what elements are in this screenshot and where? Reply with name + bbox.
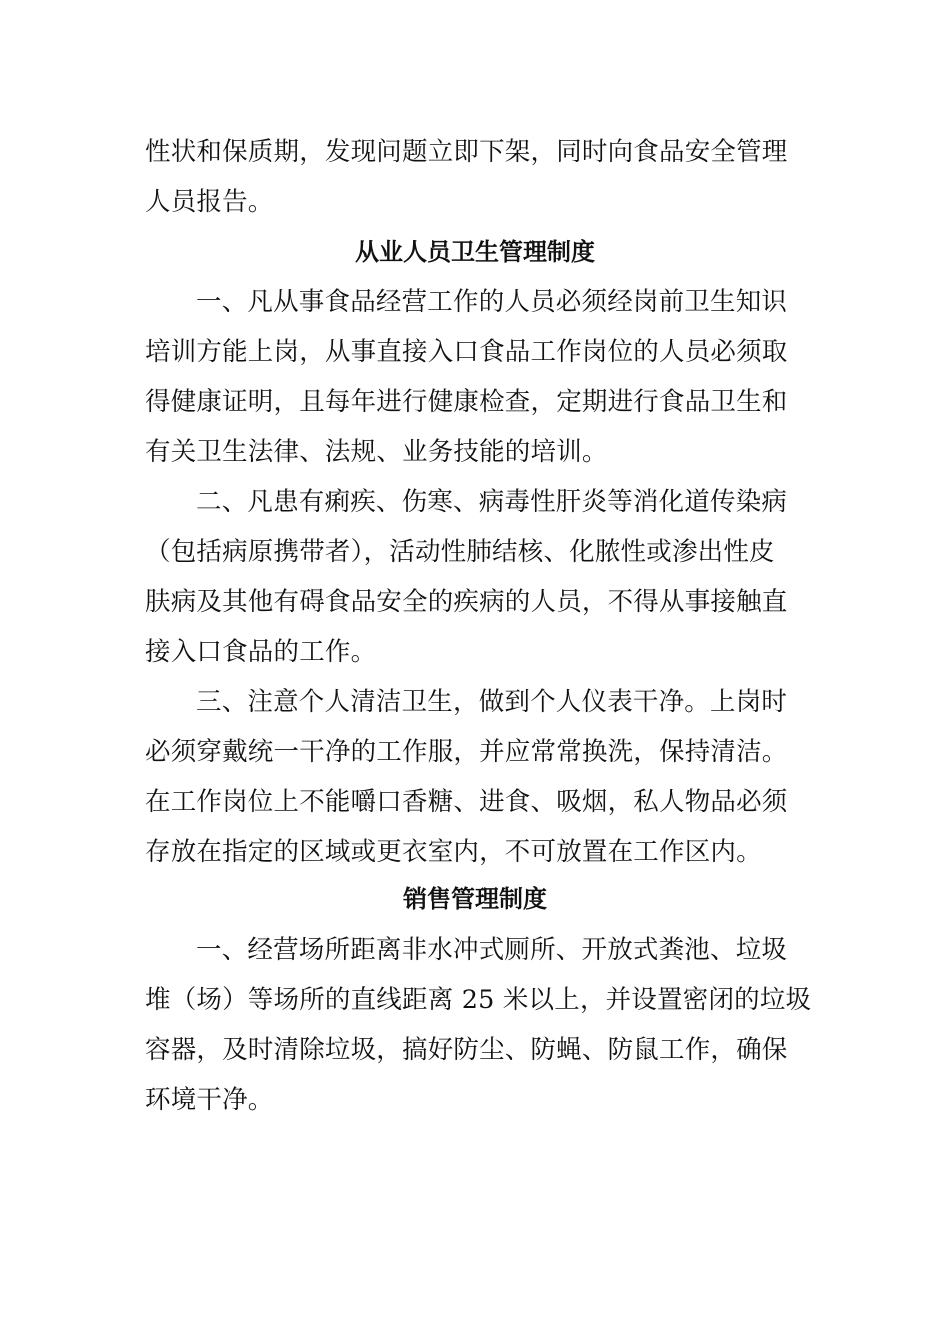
paragraph-line: 存放在指定的区域或更衣室内，不可放置在工作区内。 — [145, 837, 762, 867]
paragraph-line: 肤病及其他有碍食品安全的疾病的人员，不得从事接触直 — [145, 587, 788, 617]
paragraph-line: 必须穿戴统一干净的工作服，并应常常换洗，保持清洁。 — [145, 737, 788, 767]
paragraph-line: （包括病原携带者），活动性肺结核、化脓性或渗出性皮 — [145, 537, 775, 567]
paragraph-line: 有关卫生法律、法规、业务技能的培训。 — [145, 437, 608, 467]
paragraph-line: 在工作岗位上不能嚼口香糖、进食、吸烟，私人物品必须 — [145, 787, 788, 817]
paragraph-line: 得健康证明，且每年进行健康检查，定期进行食品卫生和 — [145, 387, 788, 417]
paragraph-line: 培训方能上岗，从事直接入口食品工作岗位的人员必须取 — [145, 337, 788, 367]
paragraph-line: 人员报告。 — [145, 187, 274, 217]
paragraph-line: 二、凡患有痢疾、伤寒、病毒性肝炎等消化道传染病 — [196, 487, 788, 517]
paragraph-line: 三、注意个人清洁卫生，做到个人仪表干净。上岗时 — [196, 687, 788, 717]
paragraph-line: 一、凡从事食品经营工作的人员必须经岗前卫生知识 — [196, 287, 788, 317]
paragraph-line: 堆（场）等场所的直线距离 25 米以上，并设置密闭的垃圾 — [145, 985, 812, 1015]
paragraph-line: 一、经营场所距离非水冲式厕所、开放式粪池、垃圾 — [196, 935, 788, 965]
paragraph-line: 容器，及时清除垃圾，搞好防尘、防蝇、防鼠工作，确保 — [145, 1035, 788, 1065]
paragraph-line: 接入口食品的工作。 — [145, 637, 377, 667]
paragraph-line: 性状和保质期，发现问题立即下架，同时向食品安全管理 — [145, 137, 788, 167]
section-title: 销售管理制度 — [403, 885, 547, 913]
paragraph-line: 环境干净。 — [145, 1085, 274, 1115]
section-title: 从业人员卫生管理制度 — [355, 238, 595, 266]
